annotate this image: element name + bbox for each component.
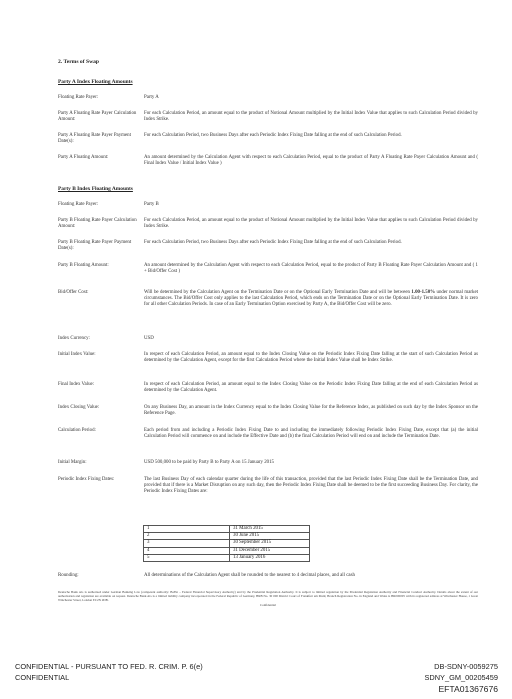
table-cell-number: 1 (144, 526, 230, 533)
term-label: Party A Floating Amount: (58, 155, 109, 160)
term-row (58, 405, 478, 417)
term-row (58, 133, 478, 145)
term-value: For each Calculation Period, an amount equal to the product of Notional Amount multiplied by the Initial Index Value that applies to such Calculation Period divided by Index Strike. (144, 111, 478, 123)
term-value-text: under normal market circumstances. The Bid/Offer Cost only applies to the last Calculation Period, which ends on the Termination Date or on the Optional Early Termination Date. It is zero for all other Calculation Periods. In case of an Early Termination Option exercised by Party A, the Bid/Offer Cost will be zero. (144, 290, 478, 308)
table-row (144, 540, 310, 547)
table-row (144, 547, 310, 554)
term-label: Initial Margin: (58, 460, 87, 465)
bates-number: DB-SDNY-0059275 (434, 662, 498, 671)
term-row (58, 290, 478, 308)
term-row (58, 573, 478, 579)
table-row (144, 533, 310, 540)
table-cell-number: 3 (144, 540, 230, 547)
term-value: In respect of each Calculation Period, an amount equal to the Index Closing Value on the Periodic Index Fixing Date falling at the end of each Calculation Period as determined by the Calculation Agent. (144, 382, 478, 394)
party-a-heading: Party A Index Floating Amounts (58, 79, 133, 85)
term-row (58, 460, 478, 466)
term-label: Initial Index Value: (58, 352, 96, 357)
table-cell-number: 5 (144, 554, 230, 561)
term-value: For each Calculation Period, an amount equal to the product of Notional Amount multiplied by the Initial Index Value that applies to such Calculation Period divided by Index Strike. (144, 218, 478, 230)
footnote-text: Deutsche Bank AG is authorised under German Banking Law (competent authority: BaFin – Federal Financial Supervisory Authority) and by the Prudential Regulation Authority. It is subject to limited regulation by the Prudential Regulation Authority and Financial Conduct Authority. Details about the extent of our authorisation and regulation are available on request. Deutsche Bank AG is a limited liability company incorporated in the Federal Republic of Germany, HRB No. 30 000 District Court of Frankfurt am Main; Branch Registration No. in England and Wales is BR000005 with its registered address at Winchester House, 1 Great Winchester Street, London EC2N 2DB. (58, 590, 478, 603)
term-label: Index Currency: (58, 336, 90, 341)
table-cell-number: 4 (144, 547, 230, 554)
table-cell-number: 2 (144, 533, 230, 540)
term-label: Rounding: (58, 573, 79, 578)
table-cell-date: 31 December 2015 (230, 547, 310, 554)
term-label: Party B Floating Rate Payer Payment Date(s): (58, 240, 132, 252)
term-value: The last Business Day of each calendar quarter during the life of this transaction, provided that the last Periodic Index Fixing Date shall be the Termination Date, and provided that if there is a Market Disruption on any such day, then the Periodic Index Fixing Date shall be deemed to be the first succeeding Business Day. For clarity, the Periodic Index Fixing Dates are: (144, 477, 478, 495)
confidential-notice: CONFIDENTIAL - PURSUANT TO FED. R. CRIM. P. 6(e) (15, 662, 203, 671)
bid-offer-range: 1.00-1.50% (411, 290, 436, 295)
term-row (58, 95, 478, 101)
term-value: USD (144, 336, 154, 341)
term-label: Floating Rate Payer: (58, 202, 99, 207)
term-value: An amount determined by the Calculation Agent with respect to each Calculation Period, equal to the product of Party B Floating Rate Payer Calculation Amount and ( 1 + Bid/Offer Cost ) (144, 263, 478, 275)
term-value: For each Calculation Period, two Business Days after each Periodic Index Fixing Date falling at the end of such Calculation Period. (144, 133, 402, 138)
term-label: Bid/Offer Cost: (58, 290, 89, 295)
confidential-label: CONFIDENTIAL (15, 673, 70, 682)
term-label: Party B Floating Amount: (58, 263, 109, 268)
footnote-confidential: Confidential (260, 602, 276, 607)
regulatory-footnote (58, 590, 478, 607)
term-label: Party A Floating Rate Payer Calculation Amount: (58, 111, 137, 123)
term-label: Party B Floating Rate Payer Calculation Amount: (58, 218, 137, 230)
term-label: Index Closing Value: (58, 405, 100, 410)
term-value: Each period from and including a Periodic Index Fixing Date to and including the immediately following Periodic Index Fixing Date, except that (a) the initial Calculation Period will commence on and include the Effective Date and (b) the final Calculation Period will end on and include the Termination Date. (144, 428, 478, 440)
term-value (144, 290, 478, 308)
term-value-text: Will be determined by the Calculation Agent on the Termination Date or on the Optional Early Termination Date and will be between (144, 290, 412, 295)
term-label: Final Index Value: (58, 382, 95, 387)
term-value: An amount determined by the Calculation Agent with respect to each Calculation Period, equal to the product of Party A Floating Rate Payer Calculation Amount and ( Final Index Value / Initial Index Value ) (144, 155, 478, 167)
table-cell-date: 30 September 2015 (230, 540, 310, 547)
table-cell-date: 30 June 2015 (230, 533, 310, 540)
section-title: 2. Terms of Swap (58, 59, 100, 65)
term-row (58, 263, 478, 275)
term-value: For each Calculation Period, two Business Days after each Periodic Index Fixing Date falling at the end of such Calculation Period. (144, 240, 402, 245)
term-row (58, 202, 478, 208)
term-row (58, 155, 478, 167)
term-row (58, 428, 478, 440)
term-label: Party A Floating Rate Payer Payment Date(s): (58, 133, 131, 145)
term-label: Periodic Index Fixing Dates: (58, 477, 115, 482)
term-row (58, 111, 478, 123)
fixing-dates-table (143, 525, 310, 562)
term-row (58, 352, 478, 364)
table-cell-date: 31 March 2015 (230, 526, 310, 533)
term-value: In respect of each Calculation Period, an amount equal to the Index Closing Value on the Periodic Index Fixing Date falling at the start of such Calculation Period as determined by the Calculation Agent, except for the first Calculation Period where the Initial Index Value shall be Index Strike. (144, 352, 478, 364)
term-value: All determinations of the Calculation Agent shall be rounded to the nearest to 4 decimal places, and all cash (144, 573, 355, 578)
term-row (58, 336, 478, 342)
bates-number: EFTA01367676 (438, 684, 498, 694)
table-cell-date: 13 January 2016 (230, 554, 310, 561)
term-row (58, 218, 478, 230)
term-row (58, 477, 478, 495)
table-row (144, 526, 310, 533)
term-label: Floating Rate Payer: (58, 95, 99, 100)
party-b-heading: Party B Index Floating Amounts (58, 186, 133, 192)
term-value: Party A (144, 95, 159, 100)
term-value: On any Business Day, an amount in the Index Currency equal to the Index Closing Value for the Reference Index, as published on such day by the Index Sponsor on the Reference Page. (144, 405, 478, 417)
term-value: USD 500,000 to be paid by Party B to Party A on 15 January 2015 (144, 460, 275, 465)
term-row (58, 382, 478, 394)
bates-number: SDNY_GM_00205459 (424, 673, 498, 682)
term-label: Calculation Period: (58, 428, 96, 433)
term-row (58, 240, 478, 252)
table-row (144, 554, 310, 561)
term-value: Party B (144, 202, 159, 207)
